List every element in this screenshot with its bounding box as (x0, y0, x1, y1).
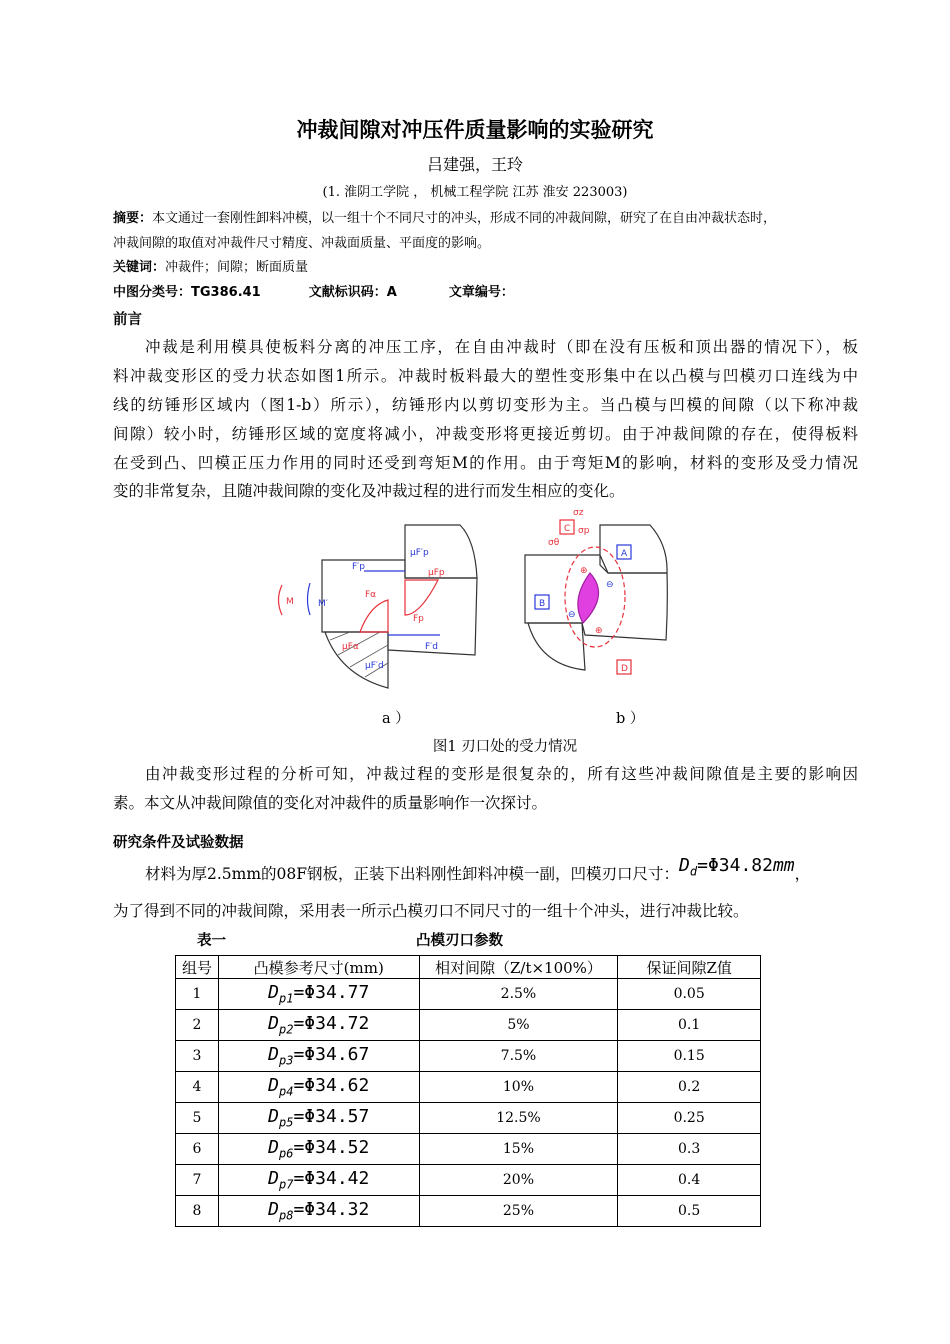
para1-line: 在受到凸、凹模正压力作用的同时还受到弯矩M的作用。由于弯矩M的影响，材料的变形及受力情况 (113, 454, 858, 472)
formula-sub: p3 (279, 1053, 294, 1068)
label-Fa: Fα (365, 590, 377, 600)
para1-line: 间隙）较小时，纺锤形区域的宽度将减小，冲裁变形将更接近剪切。由于冲裁间隙的存在，使得板料 (113, 425, 858, 443)
cell-group: 4 (176, 1072, 219, 1103)
table-row (176, 1134, 761, 1165)
abstract-line-1 (113, 207, 776, 226)
formula-sub: p7 (279, 1177, 294, 1192)
punch-formula (268, 982, 370, 1006)
article-no-label: 文章编号： (448, 285, 514, 300)
label-muFp-prime: μF′p (410, 548, 429, 558)
label-A: A (621, 549, 628, 559)
cell-relative-clearance: 12.5% (419, 1103, 618, 1134)
table-row (176, 1103, 761, 1134)
label-D: D (621, 664, 628, 674)
table-title: 凸模刃口参数 (416, 933, 503, 949)
table-row (176, 979, 761, 1010)
label-M: M (286, 597, 294, 607)
classification (113, 281, 514, 300)
table-row (176, 1010, 761, 1041)
cell-punch-size (218, 1010, 419, 1041)
figure-b (525, 520, 667, 674)
formula-D: D (268, 1075, 280, 1097)
formula-D: D (268, 1013, 280, 1035)
punch-parameters-table (175, 955, 761, 1227)
para3-line-2: 为了得到不同的冲裁间隙，采用表一所示凸模刃口不同尺寸的一组十个冲头，进行冲裁比较。 (113, 902, 749, 920)
formula-sub: p6 (279, 1146, 294, 1161)
cell-punch-size (218, 1103, 419, 1134)
cell-relative-clearance: 20% (419, 1165, 618, 1196)
formula-D: D (268, 1137, 280, 1159)
formula-unit: mm (772, 855, 795, 876)
label-B: B (539, 599, 546, 609)
punch-formula (268, 1013, 370, 1037)
formula-value: =Φ34.72 (293, 1013, 370, 1035)
formula-value: =Φ34.52 (293, 1137, 370, 1159)
label-muFp: μFp (428, 568, 445, 578)
cell-group: 3 (176, 1041, 219, 1072)
formula-value: =Φ34.67 (293, 1044, 370, 1066)
header-punch-size: 凸模参考尺寸(mm) (218, 956, 419, 979)
label-C: C (564, 524, 571, 534)
label-muFa: μFα (342, 642, 359, 652)
cell-relative-clearance: 25% (419, 1196, 618, 1227)
affiliation: (1. 淮阴工学院 ， 机械工程学院 江苏 淮安 223003) (322, 185, 628, 200)
punch-formula (268, 1199, 370, 1223)
table-row (176, 1041, 761, 1072)
label-M-prime: M′ (318, 599, 328, 609)
formula-sub: p4 (279, 1084, 294, 1099)
cell-clearance-z: 0.2 (618, 1072, 761, 1103)
table-row (176, 1196, 761, 1227)
header-relative-clearance: 相对间隙（Z/t×100%） (419, 956, 618, 979)
cell-relative-clearance: 7.5% (419, 1041, 618, 1072)
label-plus: ⊕ (580, 566, 588, 576)
punch-formula (268, 1044, 370, 1068)
header-group: 组号 (176, 956, 219, 979)
formula-sub: p1 (279, 991, 294, 1006)
formula-value: =Φ34.57 (293, 1106, 370, 1128)
punch-formula (268, 1106, 370, 1130)
punch-formula (268, 1075, 370, 1099)
para3-text: 材料为厚2.5mm的08F钢板，正装下出料刚性卸料冲模一副，凹模刃口尺寸： (145, 865, 680, 883)
cell-clearance-z: 0.3 (618, 1134, 761, 1165)
cell-group: 6 (176, 1134, 219, 1165)
formula-sub: p8 (279, 1208, 294, 1223)
formula-value: =Φ34.62 (293, 1075, 370, 1097)
cell-group: 8 (176, 1196, 219, 1227)
cell-group: 1 (176, 979, 219, 1010)
formula-sub: p2 (279, 1022, 294, 1037)
para2-line: 由冲裁变形过程的分析可知，冲裁过程的变形是很复杂的，所有这些冲裁间隙值是主要的影响因 (145, 765, 858, 783)
para1-line: 料冲裁变形区的受力状态如图1所示。冲裁时板料最大的塑性变形集中在以凸模与凹模刃口连线为中 (113, 367, 858, 385)
table-row (176, 1072, 761, 1103)
para1-line: 冲裁是利用模具使板料分离的冲压工序，在自由冲裁时（即在没有压板和顶出器的情况下），板 (145, 338, 858, 356)
punch-formula (268, 1137, 370, 1161)
formula-D: D (268, 1044, 280, 1066)
label-minus: ⊖ (568, 610, 576, 620)
cell-clearance-z: 0.05 (618, 979, 761, 1010)
formula-value: =Φ34.42 (293, 1168, 370, 1190)
clc-label: 中图分类号： (113, 285, 192, 300)
label-sigma-p: σp (578, 526, 590, 536)
formula-D: D (268, 1199, 280, 1221)
formula-D: D (268, 1106, 280, 1128)
formula-sub: d (689, 864, 698, 879)
section-heading-intro: 前言 (113, 312, 142, 328)
punch-formula (268, 1168, 370, 1192)
label-muFd-prime: μF′d (365, 661, 384, 671)
abstract-line-2: 冲裁间隙的取值对冲裁件尺寸精度、冲裁面质量、平面度的影响。 (113, 236, 491, 251)
figure-caption: 图1 刃口处的受力情况 (432, 739, 578, 755)
figure-label-a: a ） (382, 711, 410, 727)
cell-punch-size (218, 1165, 419, 1196)
formula-value: =Φ34.32 (293, 1199, 370, 1221)
doc-code-label: 文献标识码： (308, 285, 387, 300)
cell-punch-size (218, 979, 419, 1010)
para1-line: 变的非常复杂，且随冲裁间隙的变化及冲裁过程的进行而发生相应的变化。 (113, 482, 625, 500)
formula-sub: p5 (279, 1115, 294, 1130)
cell-relative-clearance: 15% (419, 1134, 618, 1165)
keywords-text: 冲裁件；间隙；断面质量 (165, 260, 309, 275)
abstract-text: 本文通过一套刚性卸料冲模，以一组十个不同尺寸的冲头，形成不同的冲裁间隙，研究了在自由冲裁状态时， (152, 211, 777, 226)
cell-clearance-z: 0.15 (618, 1041, 761, 1072)
table-row (176, 1165, 761, 1196)
label-plus: ⊕ (595, 626, 603, 636)
label-Fd-prime: F′d (425, 642, 438, 652)
label-sigma-theta: σθ (548, 538, 560, 548)
table-header-row (176, 956, 761, 979)
para2-line: 素。本文从冲裁间隙值的变化对冲裁件的质量影响作一次探讨。 (113, 794, 548, 812)
formula-value: =Φ34.82 (697, 855, 773, 876)
figure-1-diagram (270, 505, 690, 705)
cell-relative-clearance: 10% (419, 1072, 618, 1103)
formula-D: D (268, 982, 280, 1004)
clc-value: TG386.41 (191, 285, 261, 300)
keywords (113, 256, 308, 275)
cell-group: 2 (176, 1010, 219, 1041)
cell-clearance-z: 0.4 (618, 1165, 761, 1196)
paper-title: 冲裁间隙对冲压件质量影响的实验研究 (296, 118, 654, 142)
table-label: 表一 (197, 933, 226, 949)
cell-group: 5 (176, 1103, 219, 1134)
cell-punch-size (218, 1072, 419, 1103)
label-sigma-z: σz (573, 508, 584, 518)
cell-clearance-z: 0.1 (618, 1010, 761, 1041)
formula-D: D (679, 855, 690, 876)
header-clearance-z: 保证间隙Z值 (618, 956, 761, 979)
label-minus: ⊖ (606, 580, 614, 590)
cell-clearance-z: 0.25 (618, 1103, 761, 1134)
authors: 吕建强，王玲 (426, 155, 523, 174)
cell-relative-clearance: 5% (419, 1010, 618, 1041)
figure-label-b: b ） (616, 711, 645, 727)
abstract-label: 摘要： (113, 211, 153, 226)
die-size-formula (679, 855, 795, 879)
cell-relative-clearance: 2.5% (419, 979, 618, 1010)
para3-line-1 (113, 855, 811, 887)
keywords-label: 关键词： (113, 260, 166, 275)
formula-D: D (268, 1168, 280, 1190)
para1-line: 线的纺锤形区域内（图1-b）所示），纺锤形内以剪切变形为主。当凸模与凹模的间隙（以下称冲裁 (113, 396, 858, 414)
cell-clearance-z: 0.5 (618, 1196, 761, 1227)
label-Fp-prime: F′p (352, 562, 365, 572)
comma: ， (794, 865, 811, 883)
doc-code-value: A (386, 285, 397, 300)
label-Fp: Fp (413, 614, 424, 624)
cell-punch-size (218, 1196, 419, 1227)
formula-value: =Φ34.77 (293, 982, 370, 1004)
cell-punch-size (218, 1134, 419, 1165)
cell-punch-size (218, 1041, 419, 1072)
section-heading-conditions: 研究条件及试验数据 (113, 835, 244, 851)
cell-group: 7 (176, 1165, 219, 1196)
